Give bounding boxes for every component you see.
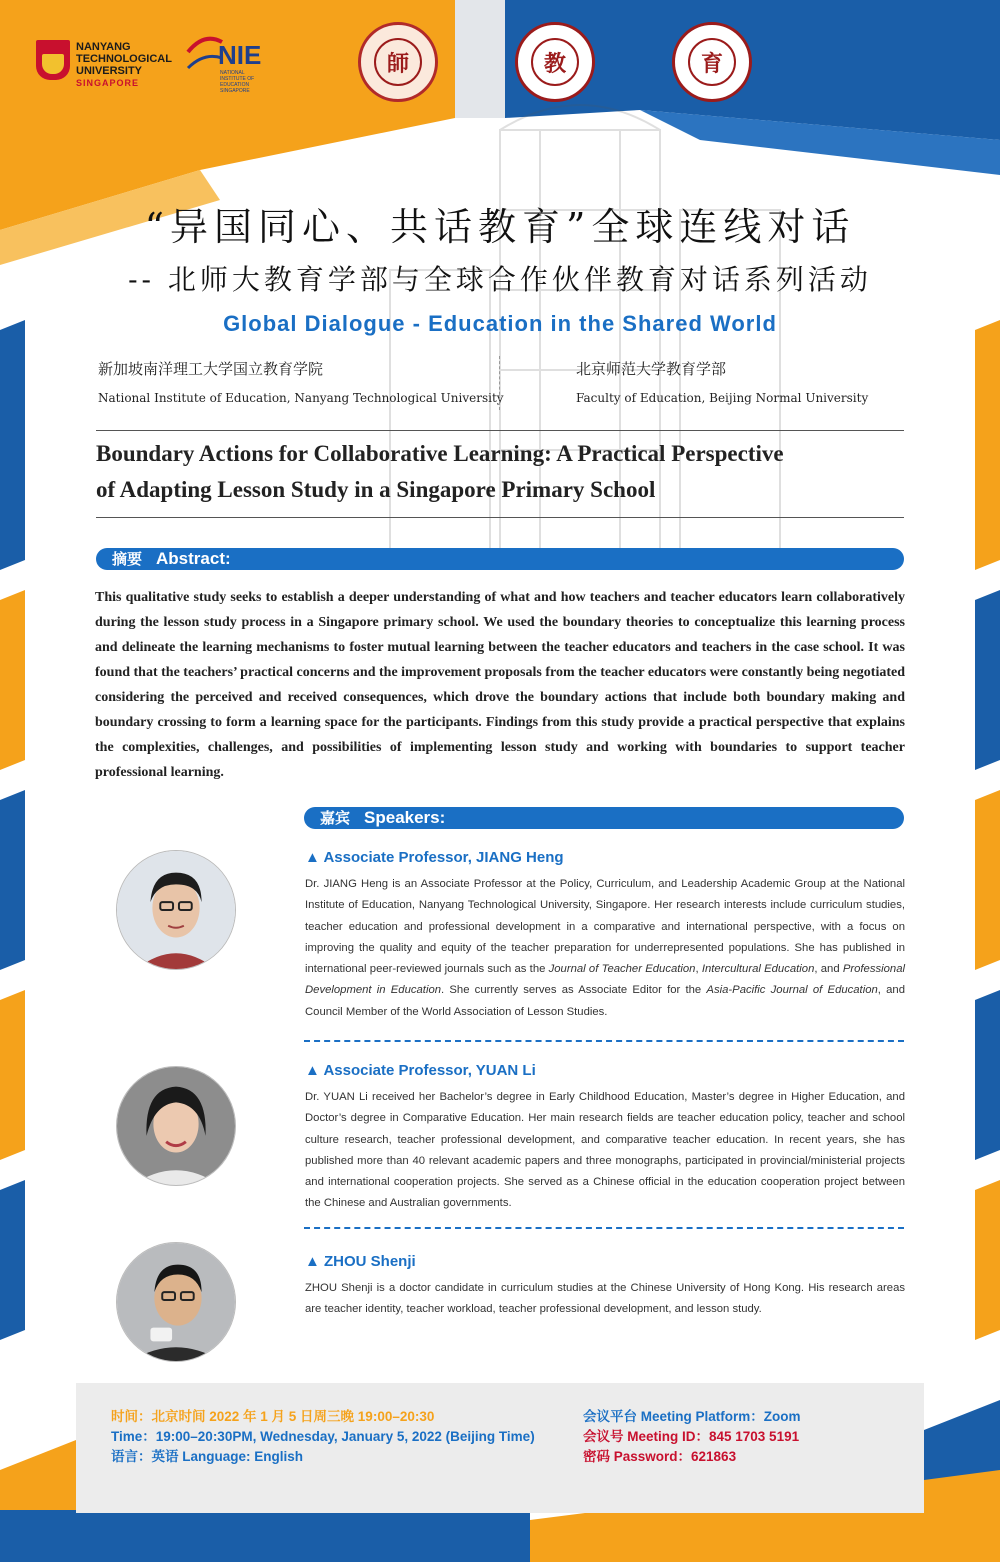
nie-logo	[184, 28, 284, 92]
divider-bottom	[96, 517, 904, 518]
speaker-name-zhou: ▲ ZHOU Shenji	[305, 1253, 416, 1270]
institution-divider	[499, 356, 500, 410]
abstract-label-cn: 摘要	[112, 551, 143, 568]
speaker-bio-jiang: Dr. JIANG Heng is an Associate Professor at the Policy, Curriculum, and Leadership Academic Group at the National Institute of Education, Nanyang Technological University, Singapore. Her research interests include curriculum studies, teacher education and professional development in a comparative and international perspective, with a focus on improving the quality and equity of the teacher preparation for underrepresented populations. She has published in international peer-reviewed journals such as the Journal of Teacher Education, Intercultural Education, and Professional Development in Education. She currently serves as Associate Editor for the Asia-Pacific Journal of Education, and Council Member of the World Association of Lesson Studies.	[305, 878, 906, 1018]
event-info-right	[583, 1407, 801, 1467]
subtitle-chinese: -- 北师大教育学部与全球合作伙伴教育对话系列活动	[128, 263, 872, 296]
international-college-seal-logo	[672, 22, 752, 102]
nie-logo-subtext: NATIONAL INSTITUTE OF EDUCATION SINGAPORE	[220, 70, 255, 94]
institution-nie	[98, 358, 504, 405]
portrait-zhou	[117, 1243, 235, 1361]
talk-title-line-1: Boundary Actions for Collaborative Learning: A Practical Perspective	[96, 441, 784, 466]
ntu-shield-icon	[36, 40, 70, 80]
bnu-seal-logo	[358, 22, 438, 102]
talk-title-line-2: of Adapting Lesson Study in a Singapore Primary School	[96, 477, 656, 502]
title-english: Global Dialogue - Education in the Shared World	[223, 311, 777, 336]
bnu-seal-glyph: 師	[374, 38, 422, 86]
speaker-photo-zhou	[116, 1242, 236, 1362]
portrait-yuan	[117, 1067, 235, 1185]
international-college-seal-glyph: 育	[688, 38, 736, 86]
speakers-label-cn: 嘉宾	[320, 810, 351, 827]
event-info-left	[111, 1407, 535, 1467]
speakers-label-en: Speakers:	[364, 808, 446, 827]
nie-logo-text: NIE	[218, 40, 262, 70]
abstract-header	[96, 548, 904, 570]
ntu-logo	[36, 40, 176, 90]
speaker-photo-yuan	[116, 1066, 236, 1186]
building-sketch	[380, 90, 800, 610]
speaker-photo-jiang	[116, 850, 236, 970]
event-time-en: Time：19:00–20:30PM, Wednesday, January 5, 2022 (Beijing Time)	[111, 1429, 535, 1444]
meeting-id: 会议号 Meeting ID：845 1703 5191	[583, 1429, 800, 1444]
abstract-text: This qualitative study seeks to establish a deeper understanding of what and how teachers and teacher educators learn collaboratively during the lesson study process in a Singapore primary school. We used the boundary theories to conceptualize this learning process and delineate the learning mechanisms to foster mutual learning between the teacher educators and teachers in the case school. It was found that the teachers’ practical concerns and the improvement proposals from the teacher educators were constantly being negotiated considering the perceived and received consequences, which drove the boundary actions that include both boundary making and boundary crossing to form a learning space for the participants. Findings from this study provide a practical perspective that explains the complexities, challenges, and possibilities of implementing lesson study and working with boundaries to support teacher professional learning.	[95, 590, 905, 780]
institution-bnu-cn: 北京师范大学教育学部	[576, 360, 727, 378]
meeting-platform: 会议平台 Meeting Platform：Zoom	[583, 1409, 801, 1424]
institution-bnu	[576, 358, 868, 405]
bnu-faculty-seal-glyph: 教	[531, 38, 579, 86]
portrait-jiang	[117, 851, 235, 969]
speakers-header	[304, 807, 904, 829]
event-info-panel	[76, 1383, 924, 1513]
institution-nie-cn: 新加坡南洋理工大学国立教育学院	[98, 360, 324, 378]
abstract-label-en: Abstract:	[156, 549, 231, 568]
title-chinese: “异国同心、共话教育”全球连线对话	[144, 205, 856, 249]
institution-nie-en: National Institute of Education, Nanyang Technological University	[98, 391, 504, 405]
meeting-password: 密码 Password：621863	[583, 1449, 737, 1464]
event-language: 语言：英语 Language: English	[111, 1449, 304, 1464]
speaker-divider-1	[304, 1040, 904, 1042]
event-time-cn: 时间：北京时间 2022 年 1 月 5 日周三晚 19:00–20:30	[111, 1409, 435, 1424]
divider-top	[96, 430, 904, 431]
ntu-logo-text: NANYANG TECHNOLOGICAL UNIVERSITY	[76, 41, 172, 77]
bnu-faculty-seal-logo	[515, 22, 595, 102]
speaker-bio-zhou: ZHOU Shenji is a doctor candidate in curriculum studies at the Chinese University of Hong Kong. His research areas are teacher identity, teacher workload, teacher professional development, and lesson study.	[305, 1282, 905, 1316]
speaker-name-jiang: ▲ Associate Professor, JIANG Heng	[305, 849, 564, 866]
institution-bnu-en: Faculty of Education, Beijing Normal University	[576, 391, 869, 405]
talk-title	[96, 436, 916, 508]
speaker-name-yuan: ▲ Associate Professor, YUAN Li	[305, 1062, 536, 1079]
speaker-divider-2	[304, 1227, 904, 1229]
speaker-bio-yuan: Dr. YUAN Li received her Bachelor’s degree in Early Childhood Education, Master’s degree in Higher Education, and Doctor’s degree in Comparative Education. Her main research fields are teacher education policy, teacher and school culture research, teacher professional development, and comparative teacher education. In recent years, she has published more than 40 relevant academic papers and three monographs, participated in provincial/ministerial projects and international cooperation projects. She served as a Chinese official in the education cooperation project between the Chinese and Australian governments.	[305, 1091, 905, 1210]
ntu-logo-subtext: SINGAPORE	[76, 78, 140, 88]
